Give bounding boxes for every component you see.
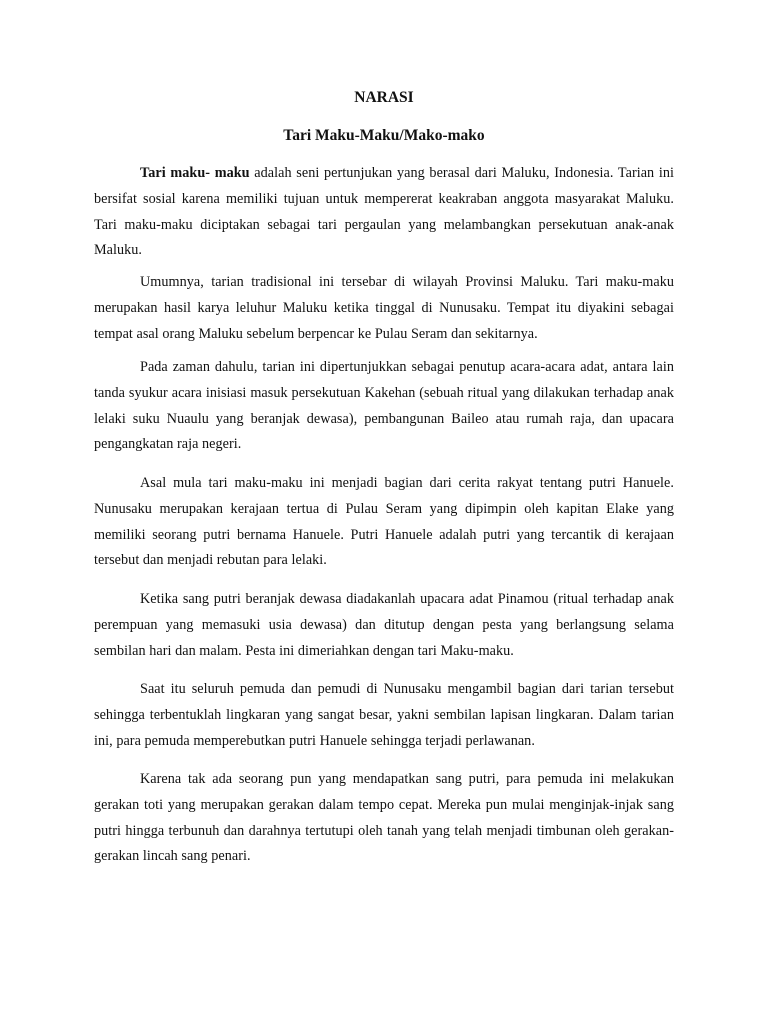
paragraph-6 (94, 677, 674, 754)
paragraph-4 (94, 471, 674, 574)
paragraph-1-lead: Tari maku- maku (140, 165, 250, 181)
document-subtitle: Tari Maku-Maku/Mako-mako (283, 127, 485, 144)
paragraph-3-text: Pada zaman dahulu, tarian ini dipertunjukkan sebagai penutup acara-acara adat, antara lain tanda syukur acara inisiasi masuk persekutuan Kakehan (sebuah ritual yang dilakukan terhadap anak lelaki suku Nuaulu yang beranjak dewasa), pembangunan Baileo atau rumah raja, dan upacara pengangkatan raja negeri. (94, 359, 674, 453)
paragraph-2-text: Umumnya, tarian tradisional ini tersebar di wilayah Provinsi Maluku. Tari maku-maku merupakan hasil karya leluhur Maluku ketika tinggal di Nunusaku. Tempat itu diyakini sebagai tempat asal orang Maluku sebelum berpencar ke Pulau Seram dan sekitarnya. (94, 274, 674, 342)
paragraph-1-text: adalah seni pertunjukan yang berasal dari Maluku, Indonesia. Tarian ini bersifat sosial karena memiliki tujuan untuk mempererat keakraban anggota masyarakat Maluku. Tari maku-maku diciptakan sebagai tari pergaulan yang melambangkan persekutuan anak-anak Maluku. (94, 165, 675, 259)
paragraph-2 (94, 270, 674, 347)
paragraph-5-text: Ketika sang putri beranjak dewasa diadakanlah upacara adat Pinamou (ritual terhadap anak perempuan yang memasuki usia dewasa) dan ditutup dengan pesta yang berlangsung selama sembilan hari dan malam. Pesta ini dimeriahkan dengan tari Maku-maku. (94, 591, 674, 659)
paragraph-3 (94, 355, 674, 458)
paragraph-5 (94, 587, 674, 664)
paragraph-7 (94, 767, 674, 870)
paragraph-7-text: Karena tak ada seorang pun yang mendapatkan sang putri, para pemuda ini melakukan gerakan toti yang merupakan gerakan dalam tempo cepat. Mereka pun mulai menginjak-injak sang putri hingga terbunuh dan darahnya tertutupi oleh tanah yang telah menjadi timbunan oleh gerakan-gerakan lincah sang penari. (94, 771, 674, 865)
paragraph-6-text: Saat itu seluruh pemuda dan pemudi di Nunusaku mengambil bagian dari tarian tersebut sehingga terbentuklah lingkaran yang sangat besar, yakni sembilan lapisan lingkaran. Dalam tarian ini, para pemuda memperebutkan putri Hanuele sehingga terjadi perlawanan. (94, 681, 674, 749)
paragraph-4-text: Asal mula tari maku-maku ini menjadi bagian dari cerita rakyat tentang putri Hanuele. Nunusaku merupakan kerajaan tertua di Pulau Seram yang dipimpin oleh kapitan Elake yang memiliki seorang putri bernama Hanuele. Putri Hanuele adalah putri yang tercantik di kerajaan tersebut dan menjadi rebutan para lelaki. (94, 475, 674, 569)
paragraph-1 (94, 161, 674, 264)
document-title: NARASI (354, 89, 414, 106)
